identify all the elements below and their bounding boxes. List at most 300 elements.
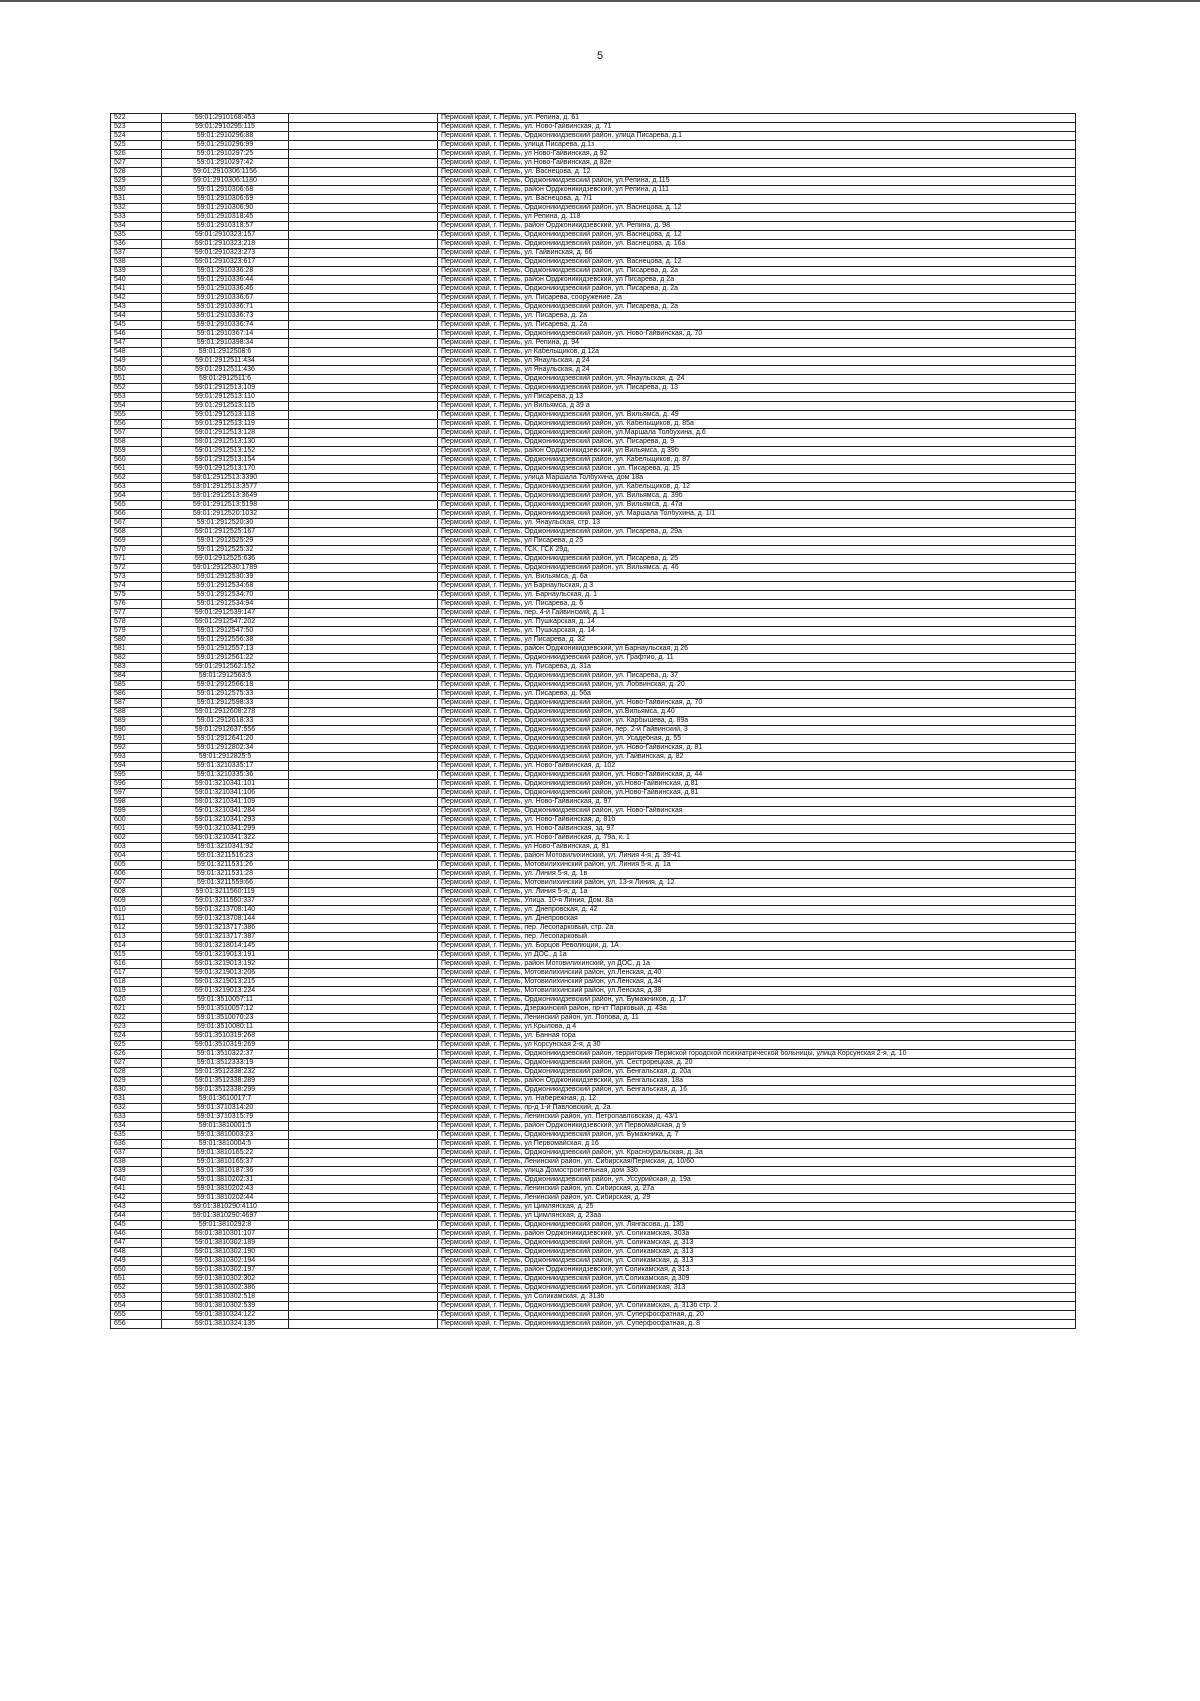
- row-number-cell: 643: [111, 1203, 162, 1212]
- address-cell: Пермский край, г. Пермь, ул. Писарева, д. 2а: [438, 321, 1076, 330]
- address-cell: Пермский край, г. Пермь, ул. Ново-Гайвинская, д. 71: [438, 123, 1076, 132]
- row-number-cell: 563: [111, 483, 162, 492]
- address-cell: Пермский край, г. Пермь, ул. Янаульская, стр. 13: [438, 519, 1076, 528]
- row-number-cell: 599: [111, 807, 162, 816]
- row-number-cell: 529: [111, 177, 162, 186]
- table-row: [111, 1176, 1076, 1185]
- address-cell: Пермский край, г. Пермь, ул. Пушкарская, д. 14: [438, 618, 1076, 627]
- address-cell: Пермский край, г. Пермь, ул Корсунская 2-я, д 30: [438, 1041, 1076, 1050]
- row-number-cell: 576: [111, 600, 162, 609]
- row-number-cell: 594: [111, 762, 162, 771]
- empty-cell: [289, 465, 438, 474]
- empty-cell: [289, 132, 438, 141]
- address-cell: Пермский край, г. Пермь, Орджоникидзевский район, ул. Писарева, д. 9: [438, 438, 1076, 447]
- cadastral-number-cell: 59:01:3510080:11: [162, 1023, 289, 1032]
- empty-cell: [289, 519, 438, 528]
- empty-cell: [289, 924, 438, 933]
- empty-cell: [289, 1311, 438, 1320]
- empty-cell: [289, 402, 438, 411]
- address-cell: Пермский край, г. Пермь, пер. 4-й Гайвинский, д. 1: [438, 609, 1076, 618]
- row-number-cell: 561: [111, 465, 162, 474]
- empty-cell: [289, 816, 438, 825]
- row-number-cell: 637: [111, 1149, 162, 1158]
- empty-cell: [289, 1248, 438, 1257]
- empty-cell: [289, 1113, 438, 1122]
- address-cell: Пермский край, г. Пермь, Орджоникидзевский район, ул.Ново-Гайвинская, д.81: [438, 789, 1076, 798]
- cadastral-number-cell: 59:01:3810290:4697: [162, 1212, 289, 1221]
- cadastral-number-cell: 59:01:3213717:386: [162, 924, 289, 933]
- registry-table: [110, 113, 1076, 1329]
- table-row: [111, 879, 1076, 888]
- row-number-cell: 598: [111, 798, 162, 807]
- address-cell: Пермский край, г. Пермь, ул. Гайвинская, д. 66: [438, 249, 1076, 258]
- cadastral-number-cell: 59:01:2910306:1180: [162, 177, 289, 186]
- address-cell: Пермский край, г. Пермь, Орджоникидзевский район, ул. Соликамская, 313: [438, 1284, 1076, 1293]
- row-number-cell: 638: [111, 1158, 162, 1167]
- cadastral-number-cell: 59:01:2910336:67: [162, 294, 289, 303]
- cadastral-number-cell: 59:01:3219013:215: [162, 978, 289, 987]
- address-cell: Пермский край, г. Пермь, ул. Днепровская, д. 42: [438, 906, 1076, 915]
- table-row: [111, 843, 1076, 852]
- cadastral-number-cell: 59:01:3810202:44: [162, 1194, 289, 1203]
- cadastral-number-cell: 59:01:3810003:23: [162, 1131, 289, 1140]
- cadastral-number-cell: 59:01:2912525:636: [162, 555, 289, 564]
- empty-cell: [289, 285, 438, 294]
- cadastral-number-cell: 59:01:3211516:23: [162, 852, 289, 861]
- row-number-cell: 531: [111, 195, 162, 204]
- cadastral-number-cell: 59:01:2910323:157: [162, 231, 289, 240]
- empty-cell: [289, 1149, 438, 1158]
- empty-cell: [289, 150, 438, 159]
- table-row: [111, 483, 1076, 492]
- row-number-cell: 564: [111, 492, 162, 501]
- address-cell: Пермский край, г. Пермь, район Орджоникидзевский, ул Первомайская, д 9: [438, 1122, 1076, 1131]
- page-number: 5: [596, 50, 604, 62]
- row-number-cell: 535: [111, 231, 162, 240]
- row-number-cell: 654: [111, 1302, 162, 1311]
- row-number-cell: 547: [111, 339, 162, 348]
- cadastral-number-cell: 59:01:2910336:74: [162, 321, 289, 330]
- address-cell: Пермский край, г. Пермь, ул. Писарева, д. 31а: [438, 663, 1076, 672]
- empty-cell: [289, 357, 438, 366]
- table-row: [111, 600, 1076, 609]
- table-row: [111, 303, 1076, 312]
- cadastral-number-cell: 59:01:2910336:28: [162, 267, 289, 276]
- cadastral-number-cell: 59:01:2910295:115: [162, 123, 289, 132]
- cadastral-number-cell: 59:01:2912525:167: [162, 528, 289, 537]
- empty-cell: [289, 978, 438, 987]
- table-row: [111, 402, 1076, 411]
- table-row: [111, 348, 1076, 357]
- address-cell: Пермский край, г. Пермь, ул Цимлянская, д. 25: [438, 1203, 1076, 1212]
- address-cell: Пермский край, г. Пермь, район Орджоникидзевский, ул Барнаульская, д 26: [438, 645, 1076, 654]
- address-cell: Пермский край, г. Пермь, Орджоникидзевский район, ул. Уссурийская, д. 19а: [438, 1176, 1076, 1185]
- row-number-cell: 608: [111, 888, 162, 897]
- row-number-cell: 622: [111, 1014, 162, 1023]
- cadastral-number-cell: 59:01:3810001:5: [162, 1122, 289, 1131]
- table-row: [111, 276, 1076, 285]
- address-cell: Пермский край, г. Пермь, Орджоникидзевский район, ул. Усадебная, д. 55: [438, 735, 1076, 744]
- empty-cell: [289, 123, 438, 132]
- address-cell: Пермский край, г. Пермь, ул. Линия 5-я, д. 1в: [438, 870, 1076, 879]
- table-row: [111, 1104, 1076, 1113]
- empty-cell: [289, 312, 438, 321]
- address-cell: Пермский край, г. Пермь, район Мотовилихинский, ул. Линия 4-я, д. 39-41: [438, 852, 1076, 861]
- table-row: [111, 492, 1076, 501]
- row-number-cell: 557: [111, 429, 162, 438]
- empty-cell: [289, 726, 438, 735]
- cadastral-number-cell: 59:01:2912608:278: [162, 708, 289, 717]
- table-row: [111, 321, 1076, 330]
- cadastral-number-cell: 59:01:3810302:189: [162, 1239, 289, 1248]
- row-number-cell: 574: [111, 582, 162, 591]
- row-number-cell: 652: [111, 1284, 162, 1293]
- empty-cell: [289, 1131, 438, 1140]
- cadastral-number-cell: 59:01:2910306:90: [162, 204, 289, 213]
- cadastral-number-cell: 59:01:3218014:145: [162, 942, 289, 951]
- row-number-cell: 583: [111, 663, 162, 672]
- row-number-cell: 604: [111, 852, 162, 861]
- row-number-cell: 626: [111, 1050, 162, 1059]
- table-row: [111, 1068, 1076, 1077]
- row-number-cell: 606: [111, 870, 162, 879]
- cadastral-number-cell: 59:01:2910336:46: [162, 285, 289, 294]
- empty-cell: [289, 789, 438, 798]
- table-row: [111, 1077, 1076, 1086]
- empty-cell: [289, 1095, 438, 1104]
- empty-cell: [289, 348, 438, 357]
- table-row: [111, 474, 1076, 483]
- row-number-cell: 603: [111, 843, 162, 852]
- table-row: [111, 1194, 1076, 1203]
- row-number-cell: 544: [111, 312, 162, 321]
- address-cell: Пермский край, г. Пермь, ул. Писарева, д. 56а: [438, 690, 1076, 699]
- row-number-cell: 539: [111, 267, 162, 276]
- address-cell: Пермский край, г. Пермь, Орджоникидзевский район, ул. Писарева, д. 2а: [438, 303, 1076, 312]
- cadastral-number-cell: 59:01:3810302:539: [162, 1302, 289, 1311]
- empty-cell: [289, 366, 438, 375]
- table-row: [111, 744, 1076, 753]
- address-cell: Пермский край, г. Пермь, Орджоникидзевский район, ул. Писарева, д. 2а: [438, 267, 1076, 276]
- table-row: [111, 258, 1076, 267]
- row-number-cell: 635: [111, 1131, 162, 1140]
- row-number-cell: 559: [111, 447, 162, 456]
- address-cell: Пермский край, г. Пермь, ул Писарева, д 25: [438, 537, 1076, 546]
- address-cell: Пермский край, г. Пермь, Улица. 10-я Линия, Дом. 8а: [438, 897, 1076, 906]
- cadastral-number-cell: 59:01:2912511:434: [162, 357, 289, 366]
- table-row: [111, 753, 1076, 762]
- empty-cell: [289, 159, 438, 168]
- address-cell: Пермский край, г. Пермь, Орджоникидзевский район, ул. Ново-Гайвинская, д. 81: [438, 744, 1076, 753]
- empty-cell: [289, 987, 438, 996]
- row-number-cell: 560: [111, 456, 162, 465]
- table-row: [111, 861, 1076, 870]
- row-number-cell: 618: [111, 978, 162, 987]
- empty-cell: [289, 771, 438, 780]
- address-cell: Пермский край, г. Пермь, Ленинский район, ул. Сибирская, д. 27а: [438, 1185, 1076, 1194]
- cadastral-number-cell: 59:01:3810302:190: [162, 1248, 289, 1257]
- empty-cell: [289, 1023, 438, 1032]
- row-number-cell: 523: [111, 123, 162, 132]
- cadastral-number-cell: 59:01:2910336:73: [162, 312, 289, 321]
- row-number-cell: 571: [111, 555, 162, 564]
- table-row: [111, 1050, 1076, 1059]
- empty-cell: [289, 870, 438, 879]
- cadastral-number-cell: 59:01:2912534:68: [162, 582, 289, 591]
- empty-cell: [289, 168, 438, 177]
- address-cell: Пермский край, г. Пермь, Орджоникидзевский район, ул. Маршала Толбухина, д. 1/1: [438, 510, 1076, 519]
- row-number-cell: 573: [111, 573, 162, 582]
- row-number-cell: 645: [111, 1221, 162, 1230]
- table-row: [111, 141, 1076, 150]
- empty-cell: [289, 762, 438, 771]
- empty-cell: [289, 906, 438, 915]
- row-number-cell: 617: [111, 969, 162, 978]
- table-row: [111, 1320, 1076, 1329]
- empty-cell: [289, 267, 438, 276]
- address-cell: Пермский край, г. Пермь, район Орджоникидзевский, ул. Соликамская, 303а: [438, 1230, 1076, 1239]
- address-cell: Пермский край, г. Пермь, Ленинский район, ул. Петропавловская, д. 43/1: [438, 1113, 1076, 1122]
- address-cell: Пермский край, г. Пермь, Орджоникидзевский район, ул. Лянгасова, д. 135: [438, 1221, 1076, 1230]
- table-row: [111, 168, 1076, 177]
- table-row: [111, 411, 1076, 420]
- table-row: [111, 1230, 1076, 1239]
- address-cell: Пермский край, г. Пермь, Орджоникидзевский район, ул. Соликамская, д. 313: [438, 1239, 1076, 1248]
- empty-cell: [289, 339, 438, 348]
- cadastral-number-cell: 59:01:3810202:31: [162, 1176, 289, 1185]
- table-row: [111, 330, 1076, 339]
- cadastral-number-cell: 59:01:2910306:1156: [162, 168, 289, 177]
- address-cell: Пермский край, г. Пермь, Орджоникидзевский район, ул. Бумажников, д. 17: [438, 996, 1076, 1005]
- table-row: [111, 114, 1076, 123]
- row-number-cell: 569: [111, 537, 162, 546]
- row-number-cell: 611: [111, 915, 162, 924]
- address-cell: Пермский край, г. Пермь, Орджоникидзевский район, ул. Вильямса, д. 39б: [438, 492, 1076, 501]
- cadastral-number-cell: 59:01:3810301:107: [162, 1230, 289, 1239]
- table-row: [111, 1239, 1076, 1248]
- address-cell: Пермский край, г. Пермь, ул Ново-Гайвинская, д 92: [438, 150, 1076, 159]
- table-row: [111, 528, 1076, 537]
- address-cell: Пермский край, г. Пермь, Орджоникидзевский район, ул. Писарева, д. 2а: [438, 285, 1076, 294]
- address-cell: Пермский край, г. Пермь, Орджоникидзевский район, ул. Бенгальская, д. 20а: [438, 1068, 1076, 1077]
- row-number-cell: 607: [111, 879, 162, 888]
- table-row: [111, 942, 1076, 951]
- table-row: [111, 519, 1076, 528]
- table-row: [111, 717, 1076, 726]
- empty-cell: [289, 555, 438, 564]
- address-cell: Пермский край, г. Пермь, ул. Вильямса, д. 6а: [438, 573, 1076, 582]
- address-cell: Пермский край, г. Пермь, пер. Лесопарковый: [438, 933, 1076, 942]
- row-number-cell: 649: [111, 1257, 162, 1266]
- cadastral-number-cell: 59:01:3510319:268: [162, 1032, 289, 1041]
- table-row: [111, 636, 1076, 645]
- address-cell: Пермский край, г. Пермь, Орджоникидзевский район, ул. Ново-Гайвинская, д. 70: [438, 330, 1076, 339]
- table-row: [111, 375, 1076, 384]
- address-cell: Пермский край, г. Пермь, район Мотовилихинский, ул ДОС, д 1а: [438, 960, 1076, 969]
- empty-cell: [289, 996, 438, 1005]
- address-cell: Пермский край, г. Пермь, ул Писарева, д. 32: [438, 636, 1076, 645]
- table-row: [111, 627, 1076, 636]
- address-cell: Пермский край, г. Пермь, ул Цимлянская, д. 23аа: [438, 1212, 1076, 1221]
- address-cell: Пермский край, г. Пермь, Орджоникидзевский район, ул.Репина, д.115: [438, 177, 1076, 186]
- table-row: [111, 870, 1076, 879]
- address-cell: Пермский край, г. Пермь, район Орджоникидзевский, ул Вильямса, д 39б: [438, 447, 1076, 456]
- table-row: [111, 456, 1076, 465]
- empty-cell: [289, 411, 438, 420]
- table-row: [111, 573, 1076, 582]
- address-cell: Пермский край, г. Пермь, Ленинский район, ул. Попова, д. 11: [438, 1014, 1076, 1023]
- empty-cell: [289, 204, 438, 213]
- row-number-cell: 538: [111, 258, 162, 267]
- table-row: [111, 510, 1076, 519]
- cadastral-number-cell: 59:01:2912513:154: [162, 456, 289, 465]
- empty-cell: [289, 1005, 438, 1014]
- row-number-cell: 650: [111, 1266, 162, 1275]
- empty-cell: [289, 321, 438, 330]
- cadastral-number-cell: 59:01:3510322:37: [162, 1050, 289, 1059]
- cadastral-number-cell: 59:01:3213708:140: [162, 906, 289, 915]
- table-row: [111, 1014, 1076, 1023]
- table-row: [111, 609, 1076, 618]
- row-number-cell: 613: [111, 933, 162, 942]
- address-cell: Пермский край, г. Пермь, Мотовилихинский район, ул. Линия 5-я, д. 1а: [438, 861, 1076, 870]
- address-cell: Пермский край, г. Пермь, Орджоникидзевский район, ул. Соликамская, д. 313б стр. 2: [438, 1302, 1076, 1311]
- address-cell: Пермский край, г. Пермь, ул. Барнаульская, д. 1: [438, 591, 1076, 600]
- address-cell: Пермский край, г. Пермь, ул. Борцов Революции, д. 1А: [438, 942, 1076, 951]
- table-row: [111, 672, 1076, 681]
- address-cell: Пермский край, г. Пермь, Орджоникидзевский район, ул. Кабельщиков, д. 87: [438, 456, 1076, 465]
- empty-cell: [289, 1302, 438, 1311]
- cadastral-number-cell: 59:01:3710314:20: [162, 1104, 289, 1113]
- cadastral-number-cell: 59:01:2912513:5198: [162, 501, 289, 510]
- empty-cell: [289, 546, 438, 555]
- table-row: [111, 888, 1076, 897]
- empty-cell: [289, 240, 438, 249]
- row-number-cell: 550: [111, 366, 162, 375]
- table-row: [111, 1257, 1076, 1266]
- row-number-cell: 623: [111, 1023, 162, 1032]
- address-cell: Пермский край, г. Пермь, ул Вильямса, д 39 а: [438, 402, 1076, 411]
- table-row: [111, 618, 1076, 627]
- table-row: [111, 1158, 1076, 1167]
- top-edge-line: [0, 0, 1200, 2]
- row-number-cell: 646: [111, 1230, 162, 1239]
- address-cell: Пермский край, г. Пермь, ул Кабельщиков, д 12а: [438, 348, 1076, 357]
- row-number-cell: 620: [111, 996, 162, 1005]
- address-cell: Пермский край, г. Пермь, Орджоникидзевский район, ул. Васнецова, д. 12: [438, 258, 1076, 267]
- cadastral-number-cell: 59:01:3810302:197: [162, 1266, 289, 1275]
- table-row: [111, 150, 1076, 159]
- table-row: [111, 438, 1076, 447]
- row-number-cell: 593: [111, 753, 162, 762]
- table-row: [111, 735, 1076, 744]
- empty-cell: [289, 483, 438, 492]
- cadastral-number-cell: 59:01:3210341:293: [162, 816, 289, 825]
- row-number-cell: 630: [111, 1086, 162, 1095]
- empty-cell: [289, 249, 438, 258]
- row-number-cell: 527: [111, 159, 162, 168]
- row-number-cell: 524: [111, 132, 162, 141]
- cadastral-number-cell: 59:01:3210341:101: [162, 780, 289, 789]
- address-cell: Пермский край, г. Пермь, ул. Писарева, д. 2а: [438, 312, 1076, 321]
- address-cell: Пермский край, г. Пермь, пер. Лесопарковый, стр. 2а: [438, 924, 1076, 933]
- table-row: [111, 195, 1076, 204]
- cadastral-number-cell: 59:01:2912520:1032: [162, 510, 289, 519]
- table-row: [111, 1212, 1076, 1221]
- address-cell: Пермский край, г. Пермь, ул. Васнецова, д. 7/1: [438, 195, 1076, 204]
- address-cell: Пермский край, г. Пермь, ул. Банная гора: [438, 1032, 1076, 1041]
- table-row: [111, 1203, 1076, 1212]
- address-cell: Пермский край, г. Пермь, район Орджоникидзевский, ул. Репина, д. 98: [438, 222, 1076, 231]
- row-number-cell: 584: [111, 672, 162, 681]
- cadastral-number-cell: 59:01:2912525:32: [162, 546, 289, 555]
- row-number-cell: 629: [111, 1077, 162, 1086]
- empty-cell: [289, 627, 438, 636]
- table-row: [111, 231, 1076, 240]
- empty-cell: [289, 276, 438, 285]
- table-row: [111, 654, 1076, 663]
- cadastral-number-cell: 59:01:3211531:28: [162, 870, 289, 879]
- cadastral-number-cell: 59:01:2910318:57: [162, 222, 289, 231]
- row-number-cell: 537: [111, 249, 162, 258]
- empty-cell: [289, 1050, 438, 1059]
- row-number-cell: 634: [111, 1122, 162, 1131]
- table-row: [111, 726, 1076, 735]
- empty-cell: [289, 780, 438, 789]
- address-cell: Пермский край, г. Пермь, Орджоникидзевский район, ул. Ново-Гайвинская, д. 44: [438, 771, 1076, 780]
- row-number-cell: 655: [111, 1311, 162, 1320]
- table-row: [111, 366, 1076, 375]
- address-cell: Пермский край, г. Пермь, Орджоникидзевский район, ул. Бенгальская, д. 16: [438, 1086, 1076, 1095]
- empty-cell: [289, 420, 438, 429]
- row-number-cell: 597: [111, 789, 162, 798]
- cadastral-number-cell: 59:01:2912513:170: [162, 465, 289, 474]
- empty-cell: [289, 879, 438, 888]
- row-number-cell: 610: [111, 906, 162, 915]
- address-cell: Пермский край, г. Пермь, Орджоникидзевский район, ул. Писарева, д. 25: [438, 555, 1076, 564]
- cadastral-number-cell: 59:01:2912513:118: [162, 411, 289, 420]
- empty-cell: [289, 735, 438, 744]
- empty-cell: [289, 537, 438, 546]
- cadastral-number-cell: 59:01:2912547:202: [162, 618, 289, 627]
- cadastral-number-cell: 59:01:3810292:8: [162, 1221, 289, 1230]
- row-number-cell: 565: [111, 501, 162, 510]
- row-number-cell: 525: [111, 141, 162, 150]
- cadastral-number-cell: 59:01:2912513:119: [162, 420, 289, 429]
- table-row: [111, 645, 1076, 654]
- empty-cell: [289, 663, 438, 672]
- empty-cell: [289, 708, 438, 717]
- empty-cell: [289, 690, 438, 699]
- empty-cell: [289, 1176, 438, 1185]
- row-number-cell: 589: [111, 717, 162, 726]
- table-row: [111, 357, 1076, 366]
- row-number-cell: 602: [111, 834, 162, 843]
- row-number-cell: 601: [111, 825, 162, 834]
- empty-cell: [289, 699, 438, 708]
- empty-cell: [289, 492, 438, 501]
- empty-cell: [289, 951, 438, 960]
- address-cell: Пермский край, г. Пермь, Орджоникидзевский район, ул. Соликамская, д. 313: [438, 1257, 1076, 1266]
- table-row: [111, 564, 1076, 573]
- cadastral-number-cell: 59:01:3610017:7: [162, 1095, 289, 1104]
- table-row: [111, 1131, 1076, 1140]
- cadastral-number-cell: 59:01:2912562:152: [162, 663, 289, 672]
- empty-cell: [289, 1221, 438, 1230]
- row-number-cell: 585: [111, 681, 162, 690]
- empty-cell: [289, 294, 438, 303]
- cadastral-number-cell: 59:01:3211560:337: [162, 897, 289, 906]
